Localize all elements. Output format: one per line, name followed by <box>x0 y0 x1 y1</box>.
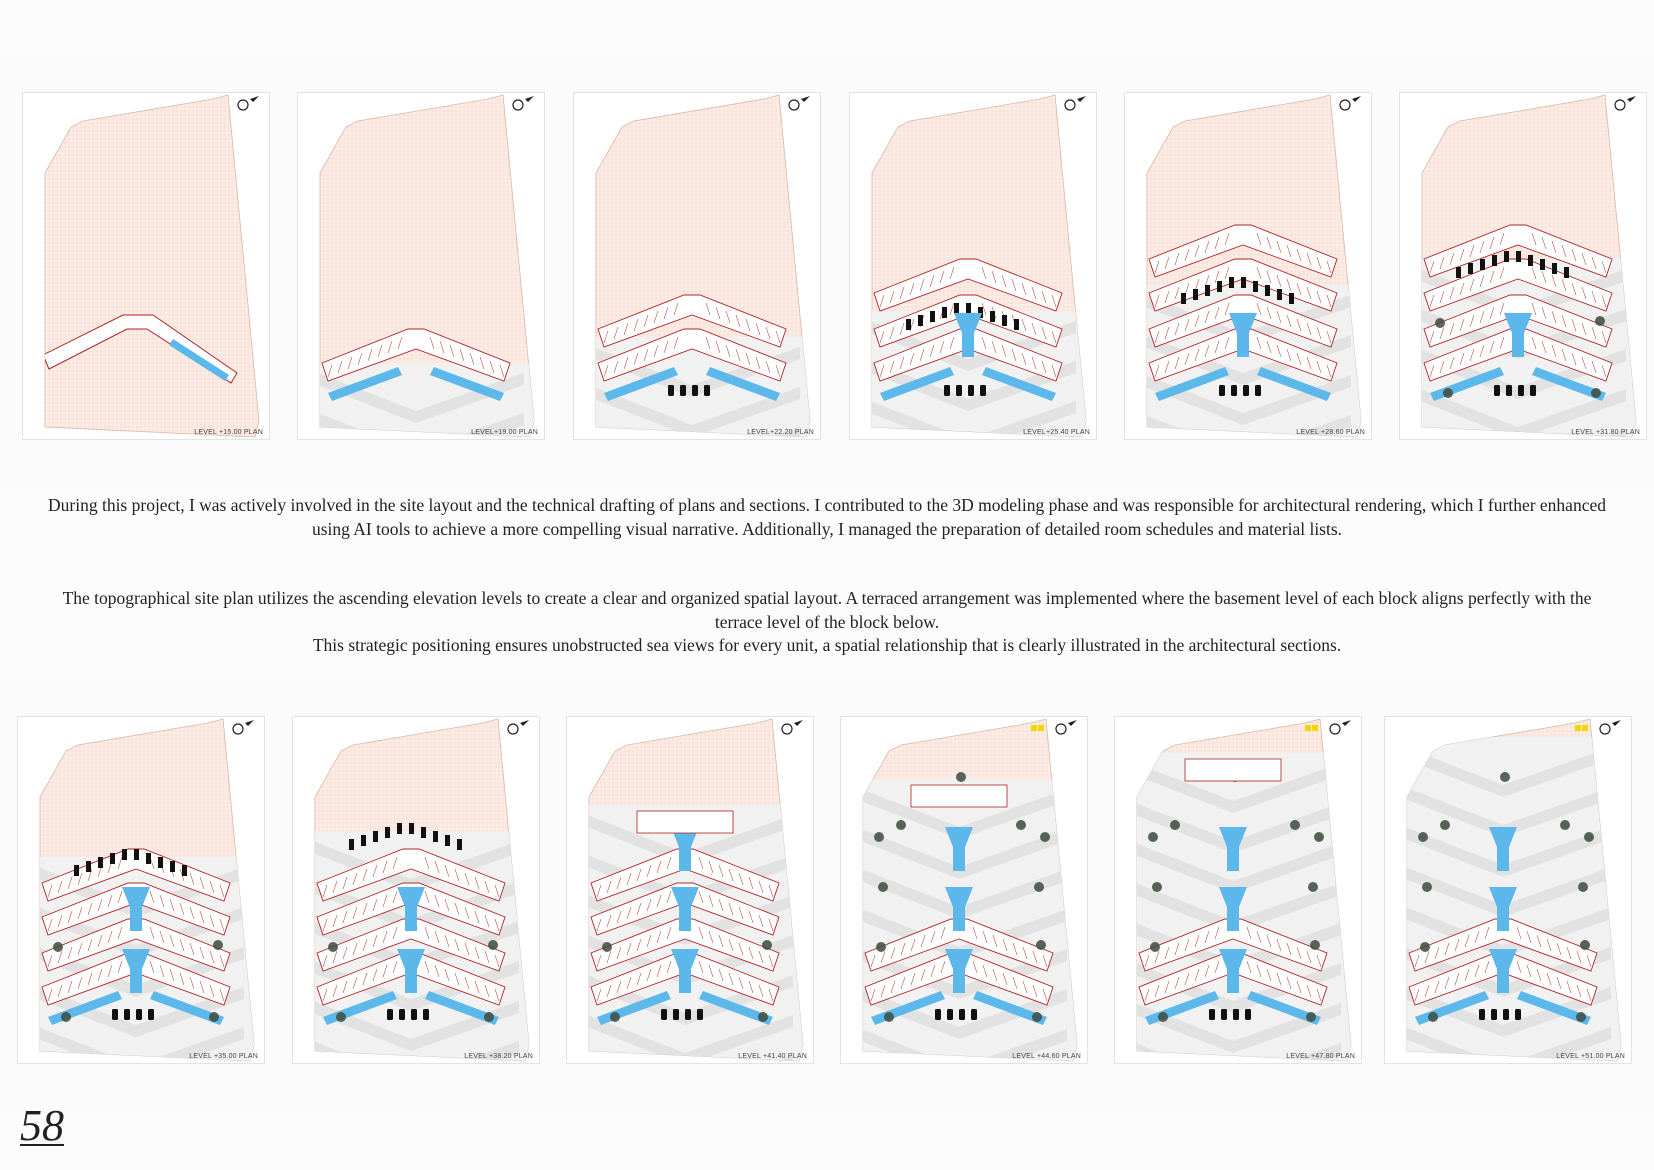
plan-level-label: LEVEL +31.80 PLAN <box>1571 429 1640 436</box>
site-plan-sheet <box>17 716 265 1064</box>
parked-car <box>673 1009 679 1020</box>
parked-car <box>1506 385 1512 396</box>
tree <box>1152 882 1162 892</box>
tree <box>1422 882 1432 892</box>
plan-level-label: LEVEL+22.20 PLAN <box>747 429 814 436</box>
tree <box>1036 940 1046 950</box>
parked-car <box>1002 315 1007 326</box>
parked-car <box>1515 1009 1521 1020</box>
parked-car <box>1243 385 1249 396</box>
parked-car <box>158 857 163 868</box>
site-plan-drawing <box>298 93 544 439</box>
plan-level-label: LEVEL +35.00 PLAN <box>189 1053 258 1060</box>
tree <box>1308 882 1318 892</box>
parked-car <box>433 831 438 842</box>
north-arrow-icon <box>1340 96 1361 110</box>
tree <box>1418 832 1428 842</box>
tree <box>328 942 338 952</box>
tree <box>61 1012 71 1022</box>
parked-car <box>1245 1009 1251 1020</box>
site-plan-drawing <box>1385 717 1631 1063</box>
parked-car <box>1229 277 1234 288</box>
site-plan-description <box>40 587 1614 658</box>
parked-car <box>944 385 950 396</box>
parked-car <box>1253 281 1258 292</box>
parked-car <box>98 857 103 868</box>
parked-car <box>361 835 366 846</box>
parked-car <box>947 1009 953 1020</box>
plan-level-label: LEVEL+19.00 PLAN <box>471 429 538 436</box>
parked-car <box>1265 285 1270 296</box>
tree <box>209 1012 219 1022</box>
tree <box>1578 882 1588 892</box>
parked-car <box>990 311 995 322</box>
building-block <box>911 785 1007 807</box>
tree <box>1034 882 1044 892</box>
site-plan-sheet <box>22 92 270 440</box>
marker <box>1582 725 1588 731</box>
parked-car <box>170 861 175 872</box>
tree <box>1576 1012 1586 1022</box>
parked-car <box>954 303 959 314</box>
tree <box>1500 772 1510 782</box>
parked-car <box>423 1009 429 1020</box>
tree <box>488 940 498 950</box>
tree <box>1306 1012 1316 1022</box>
parked-car <box>1491 1009 1497 1020</box>
parked-car <box>1209 1009 1215 1020</box>
tree <box>1595 316 1605 326</box>
parked-car <box>397 823 402 834</box>
site-plan-sheet <box>1124 92 1372 440</box>
parked-car <box>685 1009 691 1020</box>
parked-car <box>1255 385 1261 396</box>
tree <box>1158 1012 1168 1022</box>
parked-car <box>968 385 974 396</box>
tree <box>1148 832 1158 842</box>
site-plan-sheet <box>1384 716 1632 1064</box>
tree <box>1443 388 1453 398</box>
parked-car <box>112 1009 118 1020</box>
parked-car <box>1564 267 1569 278</box>
site-plan-drawing <box>850 93 1096 439</box>
parked-car <box>1528 255 1533 266</box>
tree <box>1290 820 1300 830</box>
site-plan-drawing <box>23 93 269 439</box>
parked-car <box>1277 289 1282 300</box>
parked-car <box>1193 289 1198 300</box>
parked-car <box>457 839 462 850</box>
north-arrow-icon <box>233 720 254 734</box>
parked-car <box>421 827 426 838</box>
parked-car <box>1504 251 1509 262</box>
tree <box>874 832 884 842</box>
north-arrow-icon <box>1600 720 1621 734</box>
parked-car <box>661 1009 667 1020</box>
parked-car <box>680 385 686 396</box>
plan-level-label: LEVEL +28.60 PLAN <box>1296 429 1365 436</box>
tree <box>1310 940 1320 950</box>
parked-car <box>1479 1009 1485 1020</box>
tree <box>1591 388 1601 398</box>
parked-car <box>918 315 923 326</box>
parked-car <box>1205 285 1210 296</box>
tree <box>602 942 612 952</box>
site-plan-drawing <box>1125 93 1371 439</box>
parked-car <box>906 319 911 330</box>
parked-car <box>373 831 378 842</box>
plan-level-label: LEVEL +51.00 PLAN <box>1556 1053 1625 1060</box>
parked-car <box>349 839 354 850</box>
site-plan-drawing <box>841 717 1087 1063</box>
marker <box>1312 725 1318 731</box>
site-boundary <box>45 95 259 437</box>
plan-level-label: LEVEL +44.60 PLAN <box>1012 1053 1081 1060</box>
tree <box>884 1012 894 1022</box>
plan-level-label: LEVEL +38.20 PLAN <box>464 1053 533 1060</box>
tree <box>1040 832 1050 842</box>
north-arrow-icon <box>513 96 534 110</box>
parked-car <box>1518 385 1524 396</box>
parked-car <box>445 835 450 846</box>
north-arrow-icon <box>1056 720 1077 734</box>
parked-car <box>399 1009 405 1020</box>
parked-car <box>110 853 115 864</box>
plan-level-label: LEVEL +41.40 PLAN <box>738 1053 807 1060</box>
parked-car <box>980 385 986 396</box>
parked-car <box>942 307 947 318</box>
parked-car <box>1552 263 1557 274</box>
site-plan-sheet <box>573 92 821 440</box>
parked-car <box>146 853 151 864</box>
north-arrow-icon <box>1065 96 1086 110</box>
tree <box>213 940 223 950</box>
north-arrow-icon <box>238 96 259 110</box>
tree <box>956 772 966 782</box>
site-plan-sheet <box>849 92 1097 440</box>
parked-car <box>697 1009 703 1020</box>
tree <box>876 942 886 952</box>
parked-car <box>1241 277 1246 288</box>
building-block <box>637 811 733 833</box>
parked-car <box>182 865 187 876</box>
page-number: 58 <box>20 1101 64 1150</box>
description-paragraph-2-line-2: This strategic positioning ensures unobstructed sea views for every unit, a spatial relationship that is clearly illustrated in the architectural sections. <box>312 635 1342 655</box>
north-arrow-icon <box>508 720 529 734</box>
building-block <box>1185 759 1281 781</box>
site-plan-sheet <box>840 716 1088 1064</box>
parked-car <box>668 385 674 396</box>
parked-car <box>136 1009 142 1020</box>
parked-car <box>385 827 390 838</box>
tree <box>484 1012 494 1022</box>
parked-car <box>1530 385 1536 396</box>
parked-car <box>966 303 971 314</box>
parked-car <box>1221 1009 1227 1020</box>
marker <box>1031 725 1037 731</box>
north-arrow-icon <box>1330 720 1351 734</box>
marker <box>1575 725 1581 731</box>
tree <box>1440 820 1450 830</box>
parked-car <box>1456 267 1461 278</box>
tree <box>1435 318 1445 328</box>
parked-car <box>959 1009 965 1020</box>
parked-car <box>956 385 962 396</box>
north-arrow-icon <box>1615 96 1636 110</box>
parked-car <box>1468 263 1473 274</box>
tree <box>878 882 888 892</box>
tree <box>1150 942 1160 952</box>
site-plan-drawing <box>1115 717 1361 1063</box>
north-arrow-icon <box>789 96 810 110</box>
marker <box>1305 725 1311 731</box>
parked-car <box>134 849 139 860</box>
tree <box>1016 820 1026 830</box>
parked-car <box>704 385 710 396</box>
tree <box>336 1012 346 1022</box>
parked-car <box>124 1009 130 1020</box>
parked-car <box>1540 259 1545 270</box>
parked-car <box>1219 385 1225 396</box>
tree <box>1428 1012 1438 1022</box>
north-arrow-icon <box>782 720 803 734</box>
parked-car <box>1503 1009 1509 1020</box>
site-plan-sheet <box>292 716 540 1064</box>
parked-car <box>1492 255 1497 266</box>
marker <box>1038 725 1044 731</box>
plan-level-label: LEVEL +47.80 PLAN <box>1286 1053 1355 1060</box>
tree <box>1584 832 1594 842</box>
tree <box>1580 940 1590 950</box>
parked-car <box>971 1009 977 1020</box>
site-plan-sheet <box>1399 92 1647 440</box>
tree <box>896 820 906 830</box>
plan-level-label: LEVEL+25.40 PLAN <box>1023 429 1090 436</box>
parked-car <box>1233 1009 1239 1020</box>
tree <box>610 1012 620 1022</box>
tree <box>762 940 772 950</box>
tree <box>1314 832 1324 842</box>
parked-car <box>1494 385 1500 396</box>
tree <box>1170 820 1180 830</box>
parked-car <box>1181 293 1186 304</box>
parked-car <box>1014 319 1019 330</box>
description-paragraph-1: During this project, I was actively involved in the site layout and the technical drafting of plans and sections. I contributed to the 3D modeling phase and was responsible for architectural rendering, which I further enhanced using AI tools to achieve a more compelling visual narrative. Additionally, I managed the preparation of detailed room schedules and material lists. <box>48 495 1606 539</box>
site-plan-drawing <box>1400 93 1646 439</box>
site-plan-drawing <box>293 717 539 1063</box>
parked-car <box>409 823 414 834</box>
parked-car <box>122 849 127 860</box>
parked-car <box>411 1009 417 1020</box>
site-plan-sheet <box>1114 716 1362 1064</box>
site-plan-drawing <box>574 93 820 439</box>
parked-car <box>148 1009 154 1020</box>
tree <box>1032 1012 1042 1022</box>
tree <box>1420 942 1430 952</box>
tree <box>1560 820 1570 830</box>
parked-car <box>74 865 79 876</box>
parked-car <box>1231 385 1237 396</box>
site-plan-drawing <box>567 717 813 1063</box>
tree <box>758 1012 768 1022</box>
parked-car <box>935 1009 941 1020</box>
tree <box>53 942 63 952</box>
parked-car <box>1217 281 1222 292</box>
description-paragraph-2-line-1: The topographical site plan utilizes the ascending elevation levels to create a clear and organized spatial layout. A terraced arrangement was implemented where the basement level of each block aligns perfectly with the terrace level of the block below. <box>62 588 1592 632</box>
site-plan-drawing <box>18 717 264 1063</box>
parked-car <box>1289 293 1294 304</box>
site-plan-sheet <box>566 716 814 1064</box>
parked-car <box>930 311 935 322</box>
parked-car <box>1480 259 1485 270</box>
parked-car <box>692 385 698 396</box>
project-description <box>40 494 1614 541</box>
site-plan-sheet <box>297 92 545 440</box>
parked-car <box>1516 251 1521 262</box>
parked-car <box>387 1009 393 1020</box>
parked-car <box>86 861 91 872</box>
plan-level-label: LEVEL +15.00 PLAN <box>194 429 263 436</box>
